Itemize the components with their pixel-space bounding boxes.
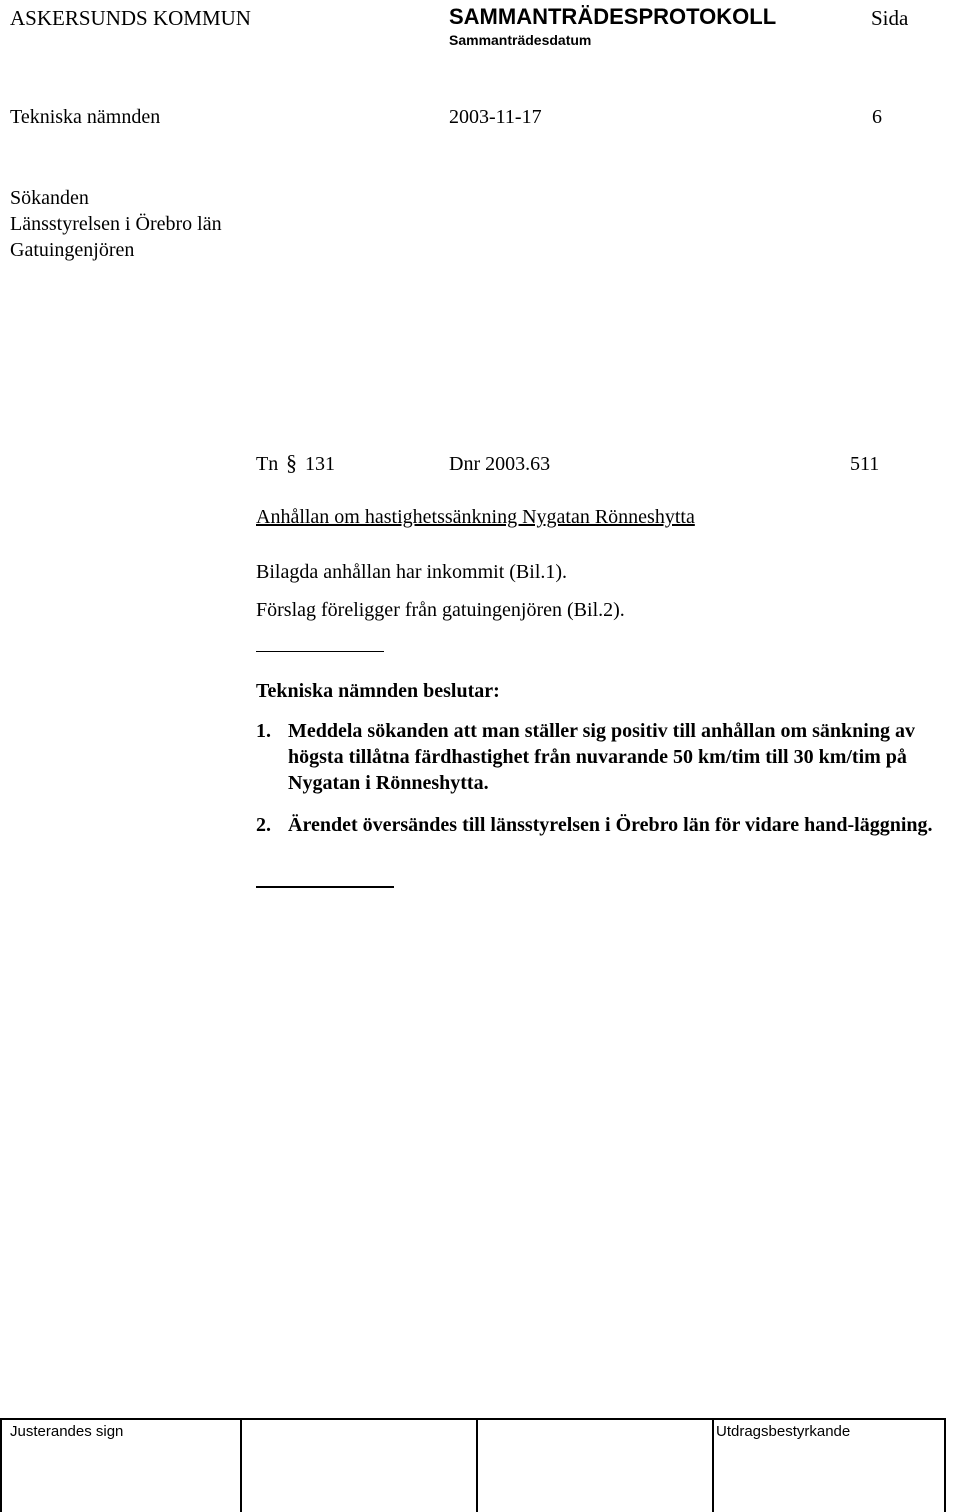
- section-number: 131: [305, 453, 335, 475]
- separator-line: [256, 651, 384, 652]
- recipient: Länsstyrelsen i Örebro län: [10, 213, 222, 235]
- municipality-name: ASKERSUNDS KOMMUN: [10, 6, 251, 30]
- decision-number: 2.: [256, 814, 271, 836]
- meeting-date: 2003-11-17: [449, 106, 542, 128]
- document-type: SAMMANTRÄDESPROTOKOLL: [449, 4, 777, 29]
- archive-code: 511: [850, 453, 880, 475]
- signature-cell: [2, 1420, 242, 1512]
- decision-text: Ärendet översändes till länsstyrelsen i Örebro län för vidare hand-läggning.: [288, 814, 933, 836]
- end-separator-line: [256, 886, 394, 888]
- signature-box: [0, 1418, 946, 1512]
- item-title: Anhållan om hastighetssänkning Nygatan Rönneshytta: [256, 506, 695, 528]
- paragraph-attachment-1: Bilagda anhållan har inkommit (Bil.1).: [256, 561, 568, 583]
- tn-label: Tn: [256, 453, 279, 475]
- recipient: Gatuingenjören: [10, 239, 135, 261]
- section-symbol: §: [286, 450, 297, 475]
- recipient: Sökanden: [10, 187, 89, 209]
- signature-label: Justerandes sign: [10, 1423, 124, 1440]
- paragraph-attachment-2: Förslag föreligger från gatuingenjören (Bil.2).: [256, 599, 625, 621]
- diary-number: Dnr 2003.63: [449, 453, 551, 475]
- signature-cell: [240, 1420, 478, 1512]
- meeting-date-label: Sammanträdesdatum: [449, 32, 592, 48]
- decision-number: 1.: [256, 720, 271, 742]
- signature-cell: [476, 1420, 714, 1512]
- decision-text: Meddela sökanden att man ställer sig positiv till anhållan om sänkning av högsta tillåtna färdhastighet från nuvarande 50 km/tim till 30 km/tim på Nygatan i Rönneshytta.: [288, 720, 915, 794]
- extract-label: Utdragsbestyrkande: [716, 1423, 851, 1440]
- committee-name: Tekniska nämnden: [10, 106, 161, 128]
- page-label: Sida: [871, 6, 909, 30]
- page-number: 6: [872, 106, 882, 128]
- decision-heading: Tekniska nämnden beslutar:: [256, 680, 500, 702]
